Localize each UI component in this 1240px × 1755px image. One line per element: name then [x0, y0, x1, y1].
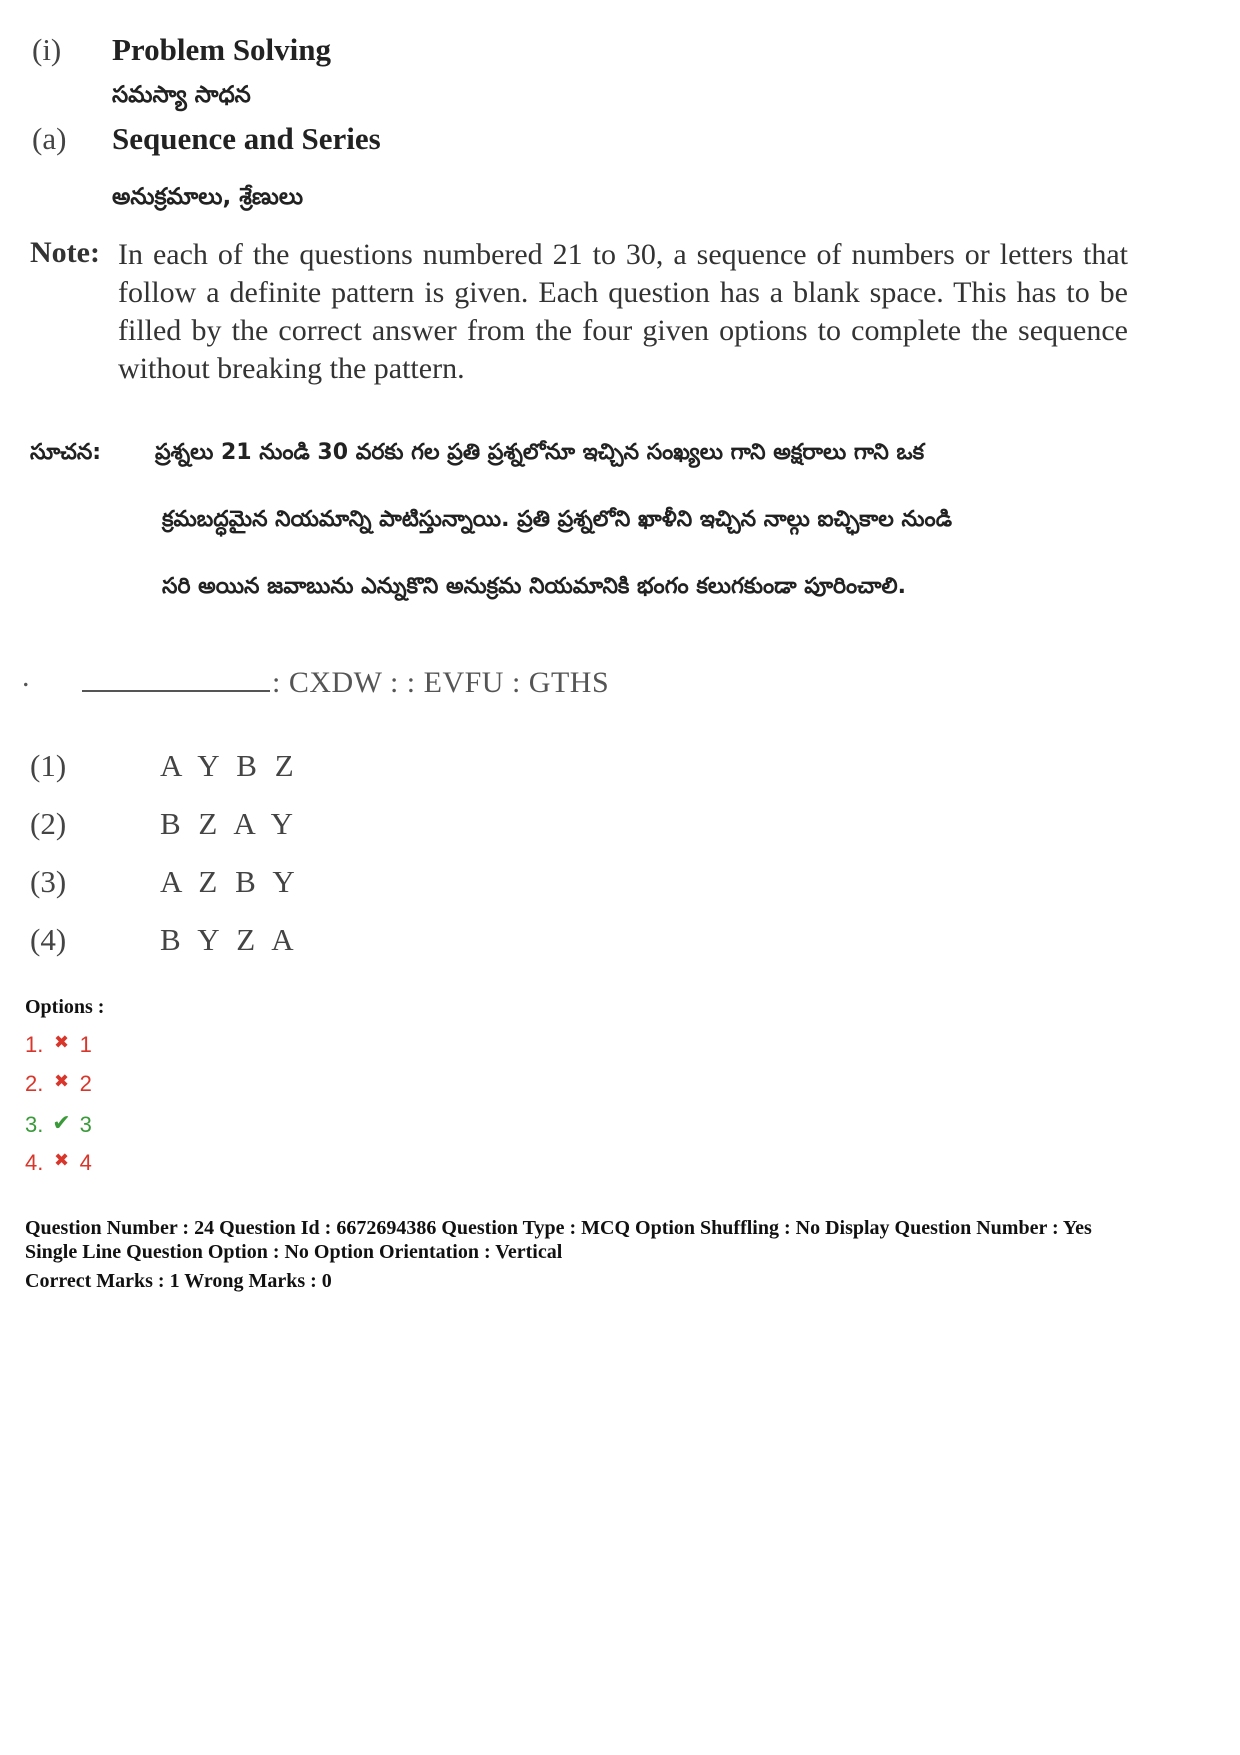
choice-4-number: (4): [30, 922, 67, 957]
subsection-title: Sequence and Series: [112, 121, 381, 156]
note-label: Note:: [30, 236, 100, 269]
question-text: : CXDW : : EVFU : GTHS: [272, 666, 610, 699]
choice-1-number: (1): [30, 748, 67, 783]
option-3-index: 3.: [25, 1112, 44, 1137]
section-number: (i): [32, 32, 62, 67]
check-icon: ✔: [52, 1110, 71, 1135]
option-4-value: 4: [79, 1150, 92, 1175]
cross-icon: ✖: [53, 1071, 70, 1091]
answer-blank: [82, 664, 270, 692]
cross-icon: ✖: [53, 1032, 70, 1052]
choice-4-text: B Y Z A: [160, 922, 299, 957]
subsection-title-telugu: అనుక్రమాలు, శ్రేణులు: [112, 184, 304, 210]
choice-3-text: A Z B Y: [160, 864, 300, 899]
question-meta-line-3: Correct Marks : 1 Wrong Marks : 0: [25, 1270, 332, 1292]
section-title-telugu: సమస్యా సాధన: [112, 82, 251, 108]
note-telugu-line-2: క్రమబద్ధమైన నియమాన్ని పాటిస్తున్నాయి. ప్రతి ప్రశ్నలోని ఖాళీని ఇచ్చిన నాల్గు ఐచ్ఛికాల నుండి: [162, 507, 952, 532]
subsection-number: (a): [32, 121, 67, 156]
option-row-4: [25, 1150, 92, 1176]
note-telugu-line-3: సరి అయిన జవాబును ఎన్నుకొని అనుక్రమ నియమానికి భంగం కలుగకుండా పూరించాలి.: [162, 574, 906, 599]
note-label-telugu: సూచన:: [30, 440, 102, 465]
choice-1-text: A Y B Z: [160, 748, 299, 783]
option-2-index: 2.: [25, 1071, 44, 1096]
note-telugu-line-1: ప్రశ్నలు 21 నుండి 30 వరకు గల ప్రతి ప్రశ్నలోనూ ఇచ్చిన సంఖ్యలు గాని అక్షరాలు గాని ఒక: [155, 440, 925, 465]
cross-icon: ✖: [53, 1150, 70, 1170]
choice-2-number: (2): [30, 806, 67, 841]
note-text: In each of the questions numbered 21 to 30, a sequence of numbers or letters that follow a definite pattern is given. Each question has a blank space. This has to be filled by the correct answer from the four given options to complete the sequence without breaking the pattern.: [118, 238, 1128, 385]
question-stem: [82, 664, 609, 700]
option-row-3: [25, 1110, 92, 1138]
option-3-value: 3: [79, 1112, 92, 1137]
section-title: Problem Solving: [112, 32, 332, 67]
question-meta-line-2: Single Line Question Option : No Option Orientation : Vertical: [25, 1241, 563, 1263]
choice-2-text: B Z A Y: [160, 806, 299, 841]
option-2-value: 2: [79, 1071, 92, 1096]
option-4-index: 4.: [25, 1150, 44, 1175]
choice-3-number: (3): [30, 864, 67, 899]
question-meta-line-1: Question Number : 24 Question Id : 6672694386 Question Type : MCQ Option Shuffling : No Display Question Number : Yes: [25, 1217, 1092, 1239]
option-row-2: [25, 1071, 92, 1097]
option-1-index: 1.: [25, 1032, 44, 1057]
question-marker: .: [22, 660, 30, 693]
option-1-value: 1: [79, 1032, 92, 1057]
option-row-1: [25, 1032, 92, 1058]
options-heading: Options :: [25, 996, 105, 1018]
